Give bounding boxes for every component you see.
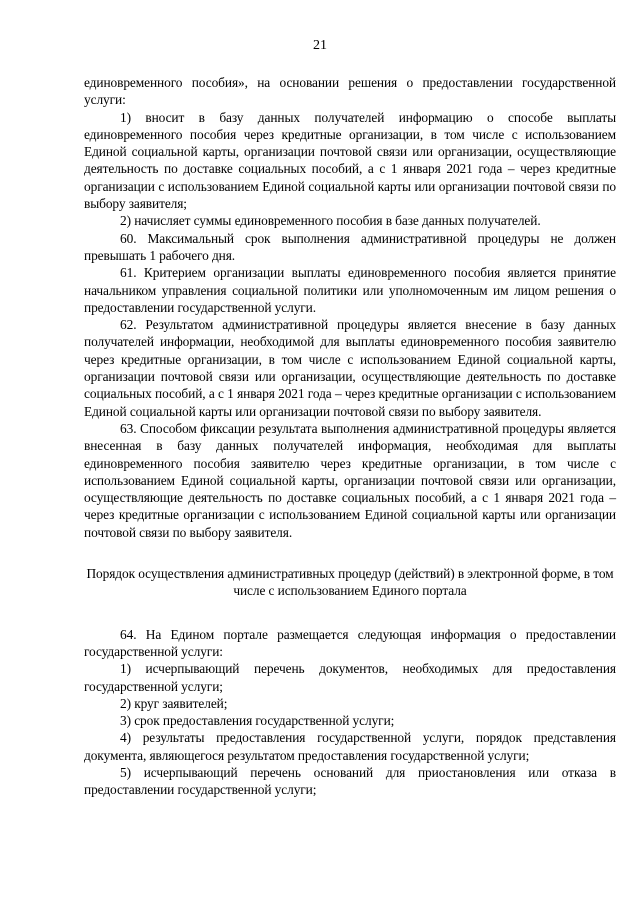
paragraph-61: 61. Критерием организации выплаты единовременного пособия является принятие начальником управления социальной политики или уполномоченным им лицом решения о предоставлении государственной услуги. [84,265,616,315]
list-item-1: 1) исчерпывающий перечень документов, необходимых для предоставления государственной услуги; [84,661,616,694]
list-item-3: 3) срок предоставления государственной услуги; [120,713,395,729]
paragraph-60: 60. Максимальный срок выполнения административной процедуры не должен превышать 1 рабочего дня. [84,230,616,263]
page-number: 21 [313,38,327,53]
document-body [84,74,616,799]
paragraph-64: 64. На Едином портале размещается следующая информация о предоставлении государственной услуги: [84,626,616,659]
list-item-2: 2) круг заявителей; [120,695,228,711]
list-item-5: 5) исчерпывающий перечень оснований для приостановления или отказа в предоставлении государственной услуги; [84,764,616,798]
paragraph-item-1: 1) вносит в базу данных получателей информацию о способе выплаты единовременного пособия через кредитные организации, в том числе с использованием Единой социальной карты, организации почтовой связи или организации, осуществляющие деятельность по доставке социальных пособий, а с 1 января 2021 года – через кредитные организации с использованием Единой социальной карты или организации почтовой связи по выбору заявителя; [84,109,616,212]
paragraph-continuation: единовременного пособия», на основании решения о предоставлении государственной услуги: [84,75,616,108]
paragraph-item-2: 2) начисляет суммы единовременного пособия в базе данных получателей. [120,213,541,229]
list-item-4: 4) результаты предоставления государственной услуги, порядок представления документа, являющегося результатом предоставления государственной услуги; [84,730,616,763]
paragraph-63: 63. Способом фиксации результата выполнения административной процедуры является внесенная в базу данных получателей информация, необходимая для выплаты единовременного пособия заявителю через кредитные организации, в том числе с использованием Единой социальной карты, организации почтовой связи или организации, осуществляющие деятельность по доставке социальных пособий, а с 1 января 2021 года – через кредитные организации с использованием Единой социальной карты или организации почтовой связи по выбору заявителя. [84,420,616,540]
paragraph-62: 62. Результатом административной процедуры является внесение в базу данных получателей информации, необходимой для выплаты единовременного пособия заявителю через кредитные организации, в том числе с использованием Единой социальной карты, организации почтовой связи или организации, осуществляющие деятельность по доставке социальных пособий, а с 1 января 2021 года – через кредитные организации с использованием Единой социальной карты или организации почтовой связи по выбору заявителя. [84,317,616,419]
section-heading: Порядок осуществления административных процедур (действий) в электронной форме, в том числе с использованием Единого портала [86,566,614,599]
